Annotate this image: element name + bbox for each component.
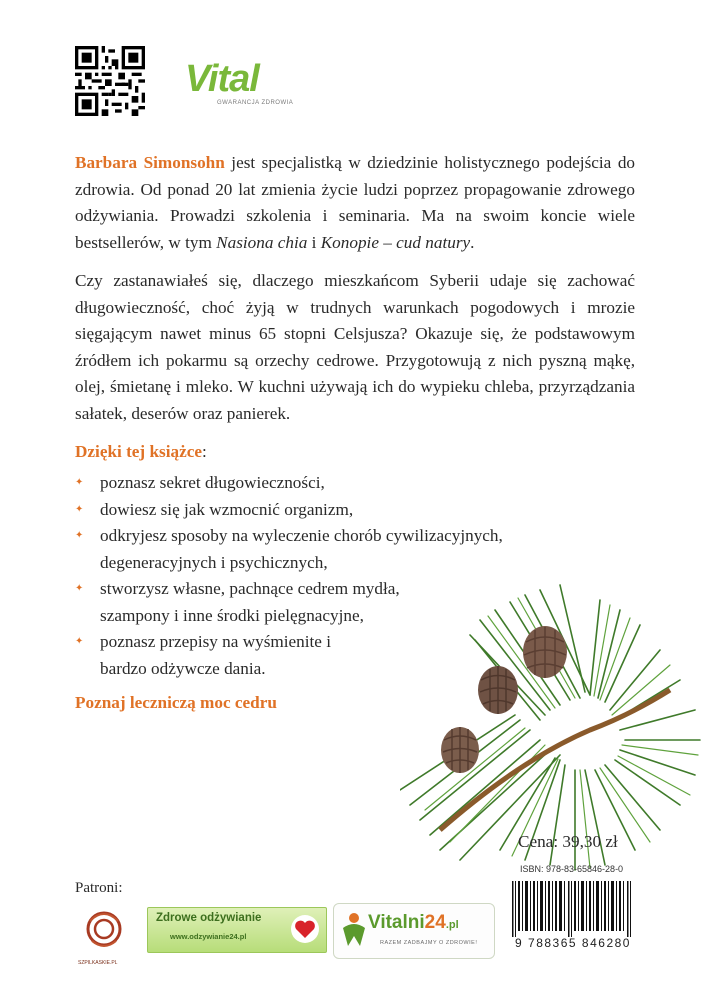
bullet-icon: ✦ xyxy=(75,477,84,488)
vitalni24-suffix: .pl xyxy=(445,919,459,931)
szpilkaskie-logo xyxy=(80,907,128,962)
logo-word: Vital xyxy=(185,58,259,100)
bullet-icon: ✦ xyxy=(75,530,84,541)
vitalni24-word: Vitalni xyxy=(368,912,425,933)
benefits-heading-text: Dzięki tej książce xyxy=(75,442,202,461)
bullet-icon: ✦ xyxy=(75,636,84,647)
person-icon xyxy=(340,912,368,948)
tagline: Poznaj leczniczą moc cedru xyxy=(75,693,277,712)
heart-icon xyxy=(290,914,320,944)
list-item-text: poznasz przepisy na wyśmienite i bardzo odżywcze dania. xyxy=(100,632,332,678)
zdrowe-odzywianie-title: Zdrowe odżywianie xyxy=(156,912,262,924)
bio-end: . xyxy=(470,232,475,252)
barcode-number: 9 788365 846280 xyxy=(515,936,631,950)
list-item xyxy=(75,523,580,576)
barcode xyxy=(508,877,638,945)
logo-tagline: GWARANCJA ZDROWIA xyxy=(217,100,294,106)
book-description: Czy zastanawiałeś się, dlaczego mieszkańcom Syberii udaje się zachować długowieczność, choć żyją w trudnych warunkach pogodowych i mrozie sięgającym nawet minus 65 stopni Celsjusza? Okazuje się, że podstawowym źródłem ich pokarmu są orzechy cedrowe. Przygotowują z nich pyszną mąkę, olej, śmietanę i mleko. W kuchni używają ich do wypieku chleba, przyrządzania sałatek, deserów oraz panierek. xyxy=(75,271,635,423)
qr-code xyxy=(75,46,145,116)
benefits-heading xyxy=(75,442,207,462)
list-item xyxy=(75,629,360,682)
vitalni24-logo xyxy=(333,903,495,959)
bullet-icon: ✦ xyxy=(75,503,84,515)
list-item-text: dowiesz się jak wzmocnić organizm, xyxy=(100,499,354,519)
author-bio xyxy=(75,150,635,256)
list-item xyxy=(75,497,595,524)
zdrowe-odzywianie-url: www.odzywianie24.pl xyxy=(170,932,247,941)
vitalni24-wordmark xyxy=(368,912,459,934)
list-item xyxy=(75,576,420,629)
price: Cena: 39,30 zł xyxy=(518,832,618,851)
bio-and: i xyxy=(307,232,321,252)
bio-text: jest specjalistką w dziedzinie holistycznego podejścia do zdrowia. Od ponad 20 lat zmienia życie ludzi poprzez propagowanie zdrowego odżywiania. Prowadzi szkolenia i seminaria. Ma na swoim koncie wiele bestsellerów, w tym xyxy=(75,153,636,252)
zdrowe-odzywianie-banner xyxy=(147,907,327,953)
patrons-label: Patroni: xyxy=(75,880,123,896)
vitalni24-tagline: RAZEM ZADBAJMY O ZDROWIE! xyxy=(380,940,478,946)
pine-cone-icon xyxy=(523,626,567,678)
pine-cone-icon xyxy=(478,666,518,714)
list-item-text: stworzysz własne, pachnące cedrem mydła, szampony i inne środki pielęgnacyjne, xyxy=(100,579,400,625)
vitalni24-num: 24 xyxy=(424,912,446,933)
isbn-label: ISBN: 978-83-65846-28-0 xyxy=(520,864,624,874)
list-item xyxy=(75,470,595,497)
book-title-1: Nasiona chia xyxy=(216,232,308,252)
pine-cone-icon xyxy=(441,727,479,773)
szpilkaskie-label: SZPILKASKIE.PL xyxy=(78,960,118,966)
book-title-2: Konopie – cud natury xyxy=(320,232,471,252)
list-item-text: poznasz sekret długowieczności, xyxy=(100,473,325,492)
bullet-icon: ✦ xyxy=(75,583,84,594)
benefits-heading-colon: : xyxy=(201,442,207,461)
list-item-text: odkryjesz sposoby na wyleczenie chorób cywilizacyjnych, degeneracyjnych i psychicznych, xyxy=(100,526,503,572)
author-name: Barbara Simonsohn xyxy=(75,153,225,172)
vital-logo xyxy=(185,58,295,110)
